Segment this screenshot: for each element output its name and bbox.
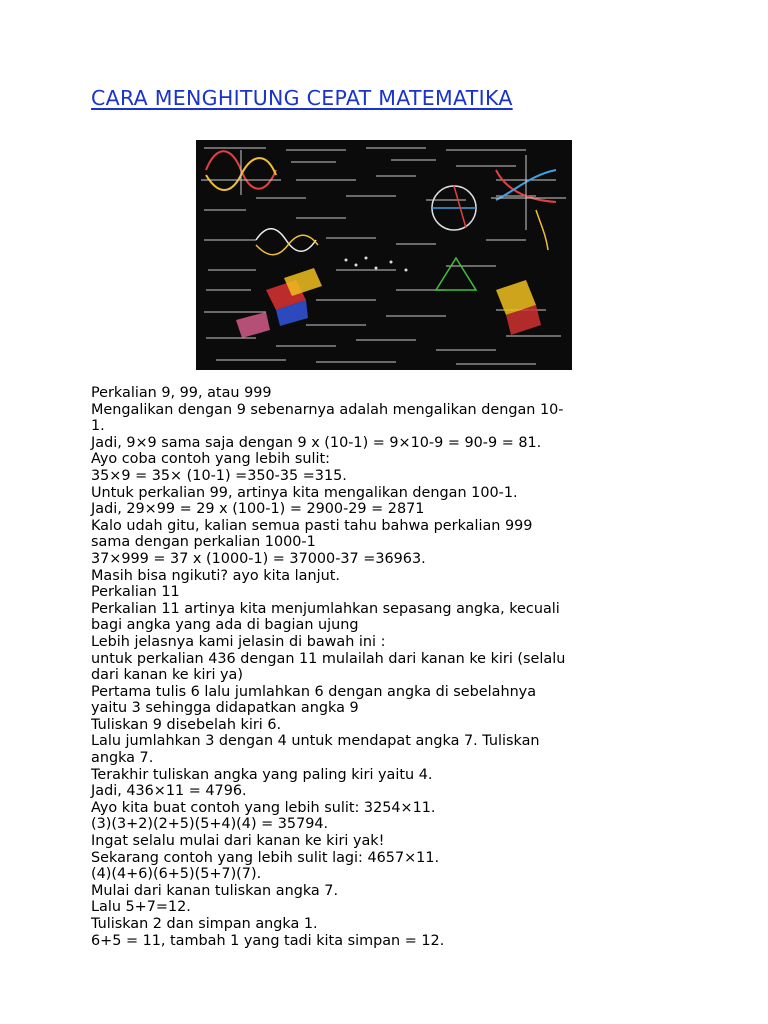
body-line: bagi angka yang ada di bagian ujung [91,617,359,634]
body-line: Ingat selalu mulai dari kanan ke kiri yak! [91,833,385,850]
body-line: Lalu jumlahkan 3 dengan 4 untuk mendapat angka 7. Tuliskan [91,733,540,750]
body-line: Jadi, 436×11 = 4796. [91,783,247,800]
body-line: Pertama tulis 6 lalu jumlahkan 6 dengan angka di sebelahnya [91,683,537,700]
body-line: Terakhir tuliskan angka yang paling kiri yaitu 4. [91,766,433,783]
body-line: Lebih jelasnya kami jelasin di bawah ini : [91,633,386,650]
body-line: (4)(4+6)(6+5)(5+7)(7). [91,866,262,883]
body-line: 35×9 = 35× (10-1) =350-35 =315. [91,467,347,484]
body-line: Jadi, 9×9 sama saja dengan 9 x (10-1) = 9×10-9 = 90-9 = 81. [91,434,542,451]
body-line: Ayo kita buat contoh yang lebih sulit: 3254×11. [91,799,436,816]
body-line: Perkalian 11 artinya kita menjumlahkan sepasang angka, kecuali [91,600,560,617]
body-line: (3)(3+2)(2+5)(5+4)(4) = 35794. [91,816,329,833]
body-line: Mengalikan dengan 9 sebenarnya adalah mengalikan dengan 10- [91,401,564,418]
body-line: Untuk perkalian 99, artinya kita mengalikan dengan 100-1. [91,484,518,501]
body-line: angka 7. [91,750,154,767]
body-line: yaitu 3 sehingga didapatkan angka 9 [91,700,359,717]
body-line: untuk perkalian 436 dengan 11 mulailah dari kanan ke kiri (selalu [91,650,566,667]
body-line: Jadi, 29×99 = 29 x (100-1) = 2900-29 = 2871 [91,501,425,518]
body-line: Ayo coba contoh yang lebih sulit: [91,451,330,468]
body-line: Tuliskan 2 dan simpan angka 1. [91,916,318,932]
body-line: Masih bisa ngikuti? ayo kita lanjut. [91,567,340,584]
body-line: Tuliskan 9 disebelah kiri 6. [91,716,282,733]
chalkboard-image [196,140,572,370]
body-line: Kalo udah gitu, kalian semua pasti tahu bahwa perkalian 999 [91,517,533,534]
page-title: CARA MENGHITUNG CEPAT MATEMATIKA [91,86,513,110]
body-line: 1. [91,418,105,435]
body-line: Lalu 5+7=12. [91,899,191,916]
body-line: 6+5 = 11, tambah 1 yang tadi kita simpan = 12. [91,932,445,949]
body-line: Perkalian 11 [91,584,180,601]
article-body [91,385,681,949]
body-line: 37×999 = 37 x (1000-1) = 37000-37 =36963. [91,550,426,567]
body-line: Sekarang contoh yang lebih sulit lagi: 4657×11. [91,849,440,866]
body-line: Perkalian 9, 99, atau 999 [91,385,272,401]
body-line: sama dengan perkalian 1000-1 [91,534,316,551]
body-line: Mulai dari kanan tuliskan angka 7. [91,882,339,899]
body-line: dari kanan ke kiri ya) [91,667,243,684]
